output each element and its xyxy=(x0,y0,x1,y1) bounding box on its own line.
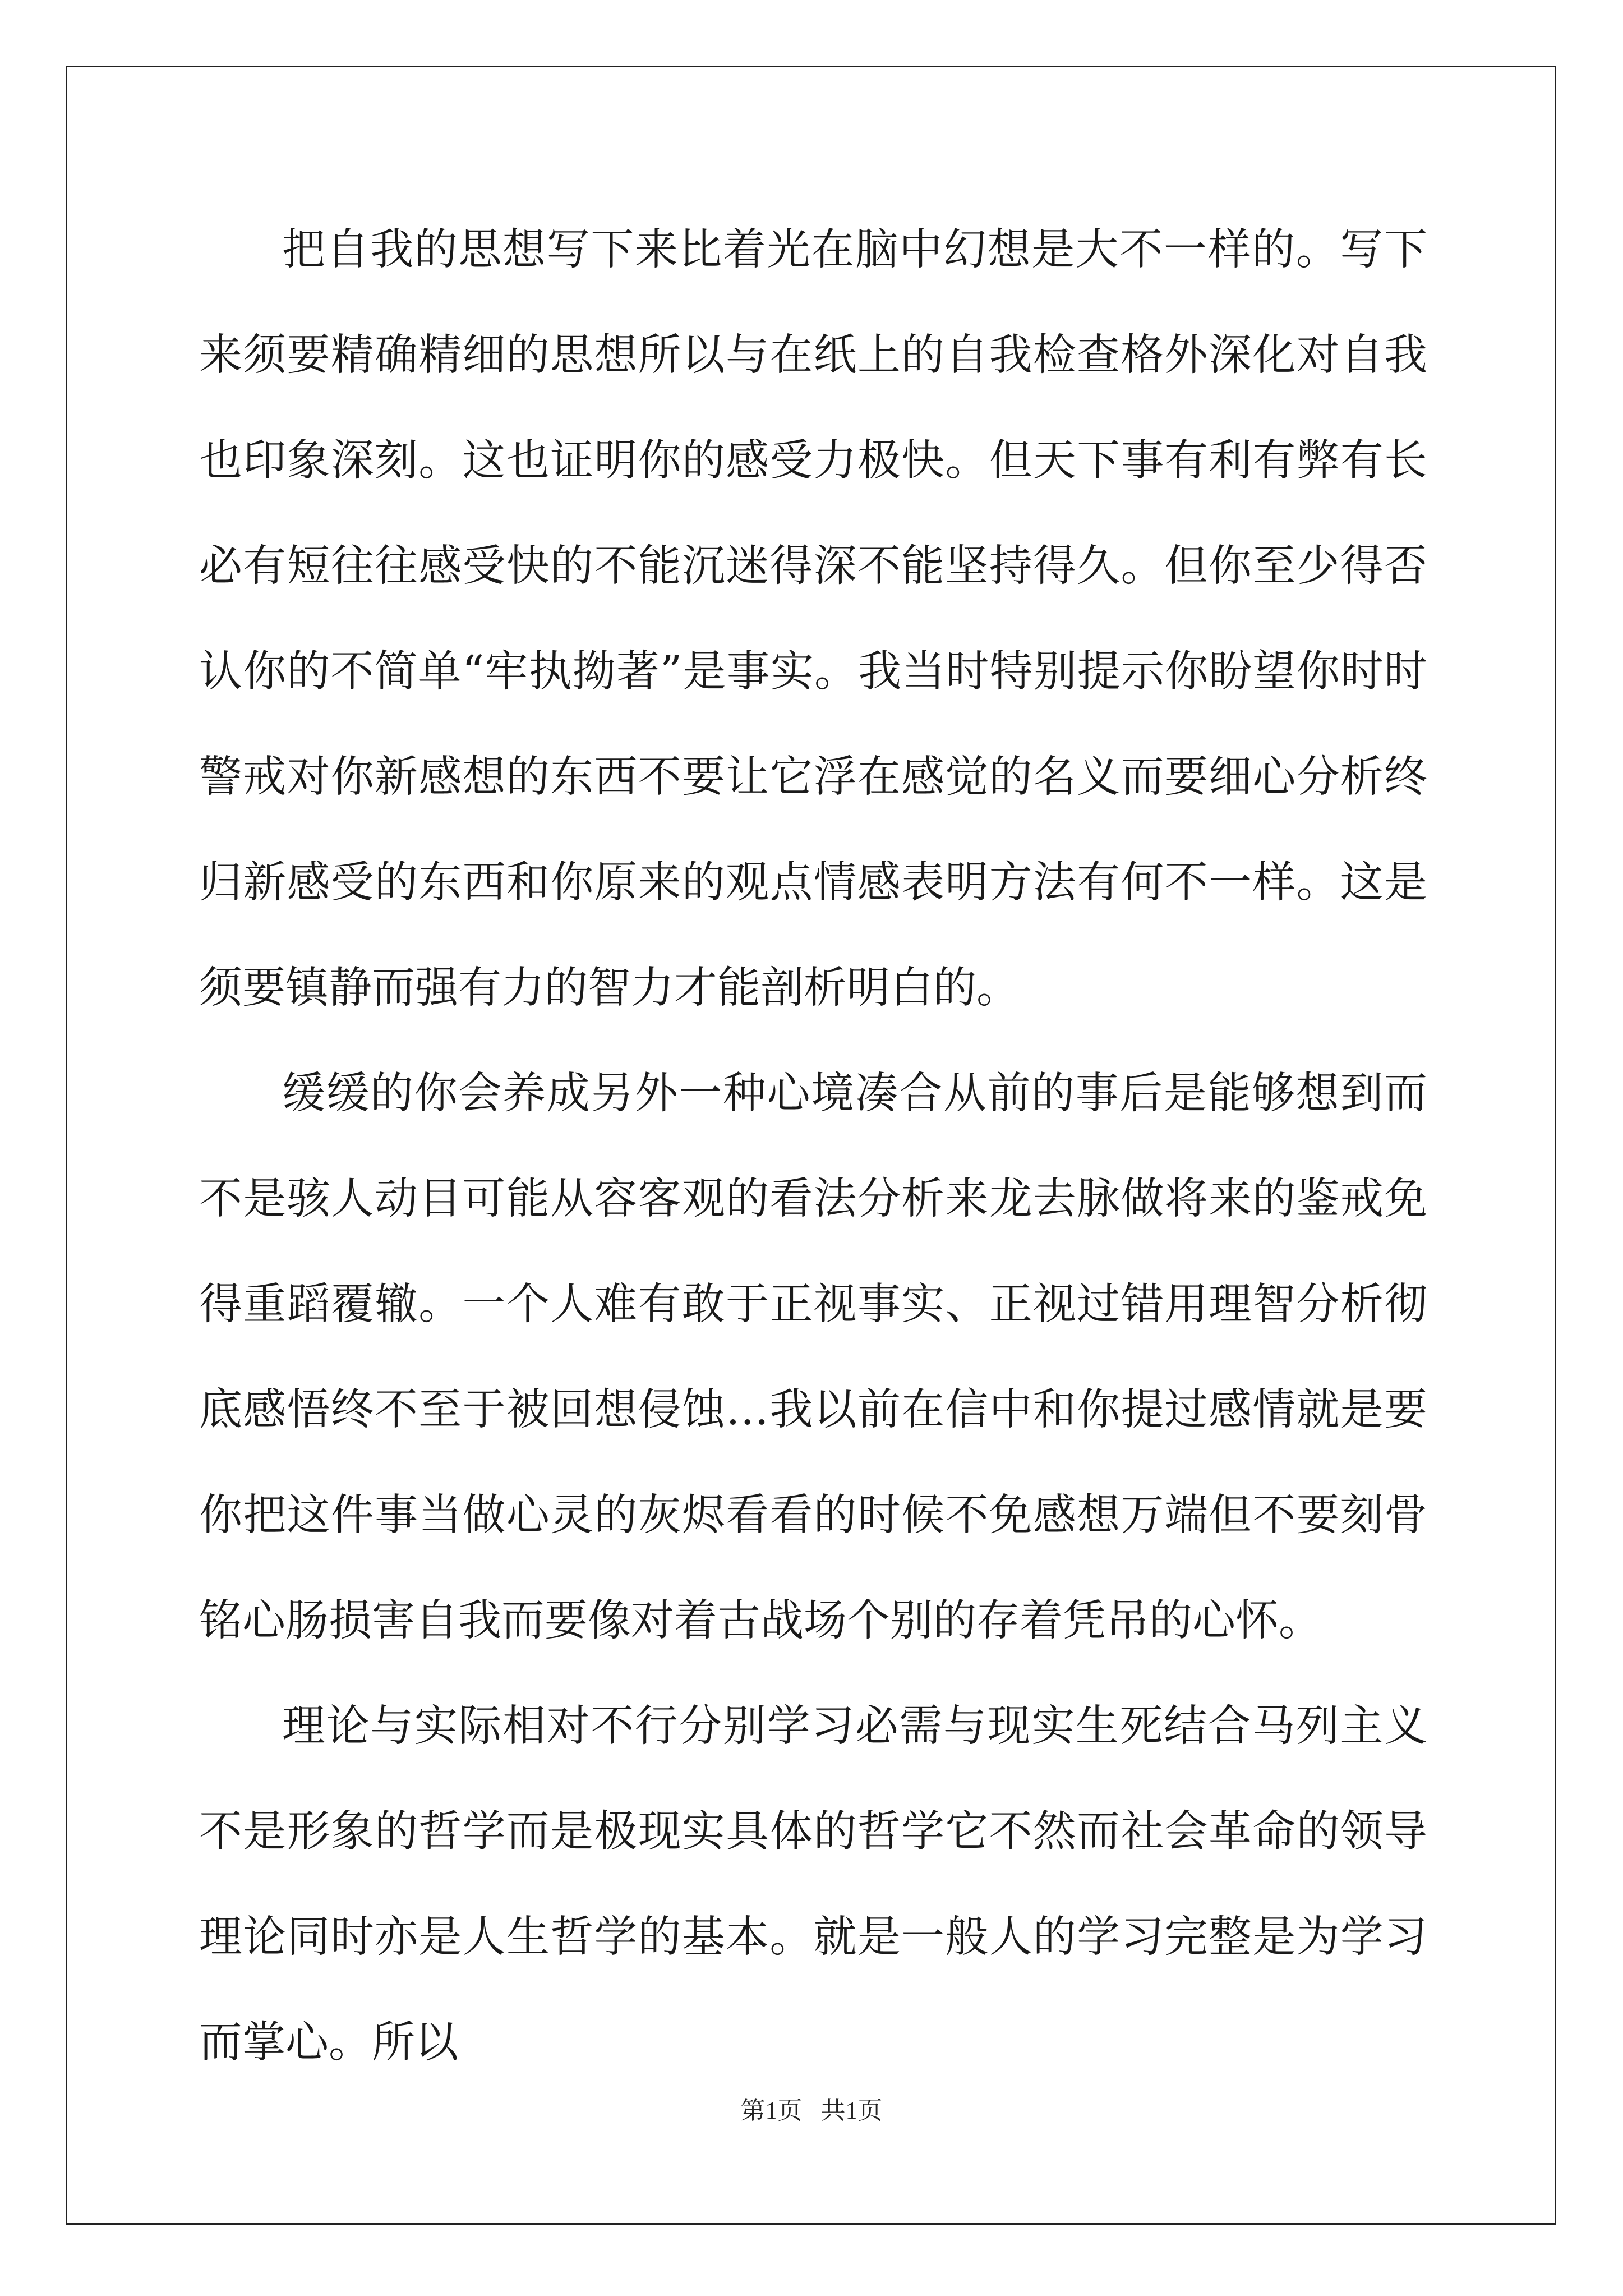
page-number-footer: 第1页 共1页 xyxy=(740,2097,883,2124)
paragraph-3: 理论与实际相对不行分别学习必需与现实生死结合马列主义不是形象的哲学而是极现实具体的哲学它不然而社会革命的领导理论同时亦是人生哲学的基本。就是一般人的学习完整是为学习而掌心。所以 xyxy=(199,1701,1427,2068)
paragraph-1: 把自我的思想写下来比着光在脑中幻想是大不一样的。写下来须要精确精细的思想所以与在纸上的自我检查格外深化对自我也印象深刻。这也证明你的感受力极快。但天下事有利有弊有长必有短往往感受快的不能沉迷得深不能坚持得久。但你至少得否认你的不简单“牢执拗著”是事实。我当时特别提示你盼望你时时警戒对你新感想的东西不要让它浮在感觉的名义而要细心分析终归新感受的东西和你原来的观点情感表明方法有何不一样。这是须要镇静而强有力的智力才能剖析明白的。 xyxy=(199,225,1427,1013)
paragraph-2: 缓缓的你会养成另外一种心境凑合从前的事后是能够想到而不是骇人动目可能从容客观的看法分析来龙去脉做将来的鉴戒免得重蹈覆辙。一个人难有敢于正视事实、正视过错用理智分析彻底感悟终不至于被回想侵蚀…我以前在信中和你提过感情就是要你把这件事当做心灵的灰烬看看的时候不免感想万端但不要刻骨铭心肠损害自我而要像对着古战场个别的存着凭吊的心怀。 xyxy=(199,1069,1427,1646)
document-body xyxy=(199,197,1427,2096)
